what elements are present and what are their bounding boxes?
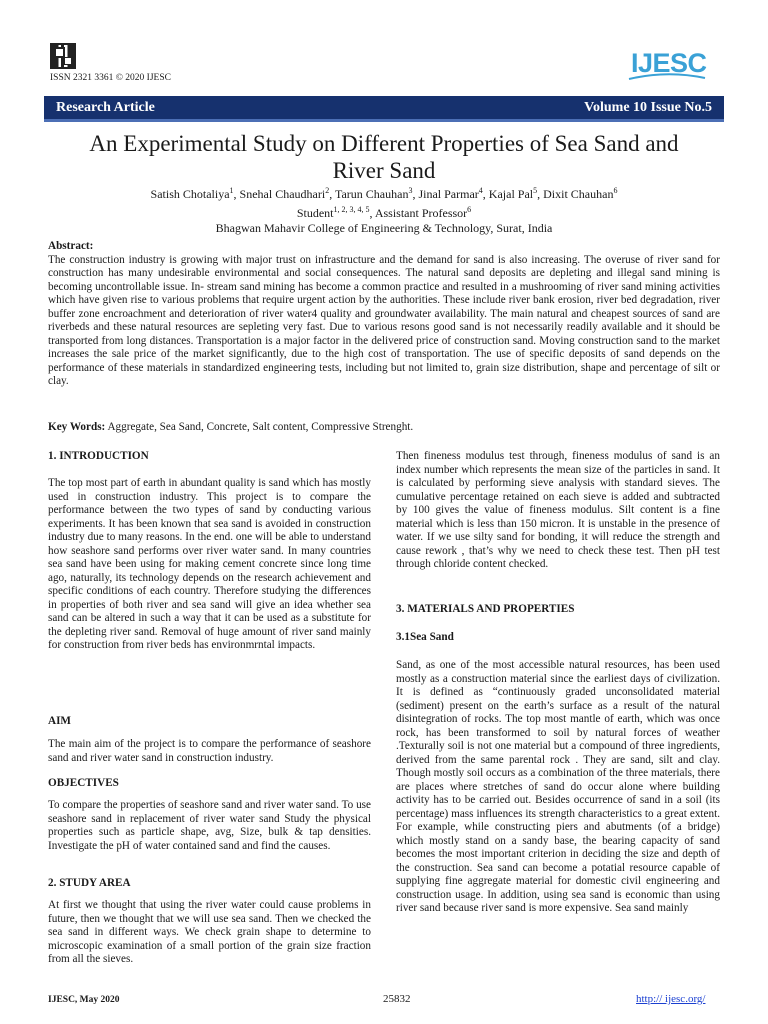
logo-swoosh-icon — [627, 72, 707, 82]
sea-sand-text: Sand, as one of the most accessible natural resources, has been used mostly as a construction material since the earliest days of civilization. It is defined as “continuously graded unconsolidated material (sediment) present on the earth’s surface as a result of the natural disintegration of rocks. The top most mantle of earth, which was once rock, has been transformed to soil by natural forces of weather .Texturally soil is not one material but a compound of three ingredients, derived from the same parental rock . They are sand, silt and clay. Though mostly soil occurs as a combination of the three materials, there are places where stretches of sand do occur alone where building activity has to be carried out. Besides occurrence of sand in a soil (its percentage) mass influences its strength characteristics to a great extent. For example, while constructing piers and abutments (of a bridge) which mostly stand on a sandy base, the bearing capacity of sand becomes the most important criterion in deciding the size and depth of the construction. Sea sand can become a potatial resource capable of supplying fine aggregate material for domestic civil engineering and construction usage. In addition, using sea sand is economic than using river sand because river sand is more expensive. Sea sand mainly — [396, 659, 720, 914]
keywords-text: Aggregate, Sea Sand, Concrete, Salt content, Compressive Strenght. — [105, 421, 414, 433]
materials-heading: 3. MATERIALS AND PROPERTIES — [396, 603, 575, 615]
intro-text: The top most part of earth in abundant quality is sand which has mostly used in construction industry. This project is to compare the performance between the two types of sand by conducting various experiments. It has been known that sea sand is avoided in construction industry due to many reasons. In the end. one will be able to understand how seashore sand performs over river water sand. In many countries sea sand have been using for making cement concrete since long time ago, naturally, its technology depends on the research achievement and specific conditions of each country. Therefore studying the differences in properties of both river and sea sand will give an idea whether sea sand can be altered in such a way that it can be used as a substitute for the depleting river sand. Removal of huge amount of river sand mainly for construction from river beds has environmrntal impacts. — [48, 477, 371, 651]
issn-text: ISSN 2321 3361 © 2020 IJESC — [50, 73, 171, 83]
keywords-label: Key Words: — [48, 421, 106, 433]
affiliation: Bhagwan Mahavir College of Engineering & Technology, Surat, India — [215, 221, 553, 235]
study-area-heading: 2. STUDY AREA — [48, 877, 131, 889]
ijesc-logo — [625, 42, 711, 82]
abstract-text: The construction industry is growing with major trust on infrastructure and the demand for sand is also increasing. The overuse of river sand for construction has many undesirable environmental and social consequences. The natural sand deposits are depleting and illegal sand mining is becoming uncontrollable issue. In- stream sand mining has become a common practice and resulted in a mushrooming of river sand mining activities which have given rise to various problems that require urgent action by the authorities. These include river bank erosion, river bed degradation, river buffer zone encroachment and deterioration of river water4 quality and groundwater availability. The main natural and cheapest sources of sand are riverbeds and these natural resources are sepleting very fast. Due to various resons good sand is not necessarily readily available and it should be transported from long distances. Transportation is a major factor in the delivered price of construction sand. Moving construction sand to the market increases the sale price of the market significantly, due to the high cost of transportation. The use of specific deposits of sand depends on the performance of these materials in standardized engineering tests, including but not limited to, grain size distribution, shape and percentage of silt or clay. — [48, 253, 720, 387]
header-banner — [44, 96, 724, 122]
footer-journal-date: IJESC, May 2020 — [48, 995, 120, 1005]
author-block — [40, 183, 728, 236]
sea-sand-heading: 3.1Sea Sand — [396, 631, 454, 643]
intro-continuation-text: Then fineness modulus test through, fineness modulus of sand is an index number which represents the mean size of the particles in sand. It is calculated by performing sieve analysis with standard sieves. The cumulative percentage retained on each sieve is added and subtracted by 100 gives the value of fineness modulus. Silt content is a fine material which is less than 150 micron. It is unstable in the presence of water. If we use silty sand for bonding, it will reduce the strength and cause rework , that’s why we need to check these test. Then pH test through chloride content checked. — [396, 450, 720, 570]
logo-text: IJESC — [631, 48, 707, 78]
author-roles: Student$^{1, 2, 3, 4, 5}$, Assistant Professor$^6$ — [296, 205, 472, 220]
author-list: Satish Chotaliya$^1$, Snehal Chaudhari$^2$, Tarun Chauhan$^3$, Jinal Parmar$^4$, Kajal Pal$^5$, Dixit Chauhan$^6$ — [150, 186, 618, 201]
abstract-heading: Abstract: — [48, 240, 94, 252]
study-area-text: At first we thought that using the river water could cause problems in future, then we thought that we will use sea sand. Then we checked the sea sand in different ways. We check grain shape to determine to microscopic examination of a small portion of the grain size fraction from all the sieves. — [48, 899, 371, 965]
article-type: Research Article — [56, 100, 155, 115]
abstract — [48, 240, 720, 389]
objectives-text: To compare the properties of seashore sand and river water sand. To use seashore sand in replacement of river water sand Study the physical properties such as particle shape, avg, Size, bulk & tap densities. Investigate the pH of water contained sand and find the causes. — [48, 799, 371, 852]
paper-title: An Experimental Study on Different Properties of Sea Sand and River Sand — [89, 131, 679, 183]
qr-code-icon — [50, 43, 76, 69]
volume-info: Volume 10 Issue No.5 — [584, 100, 712, 115]
aim-heading: AIM — [48, 715, 71, 727]
keywords — [48, 421, 720, 433]
journal-url-link[interactable]: http:// ijesc.org/ — [636, 993, 706, 1005]
aim-text: The main aim of the project is to compare the performance of seashore sand and river water sand in construction industry. — [48, 738, 371, 764]
objectives-heading: OBJECTIVES — [48, 777, 119, 789]
page-number: 25832 — [383, 993, 411, 1005]
intro-heading: 1. INTRODUCTION — [48, 450, 149, 462]
